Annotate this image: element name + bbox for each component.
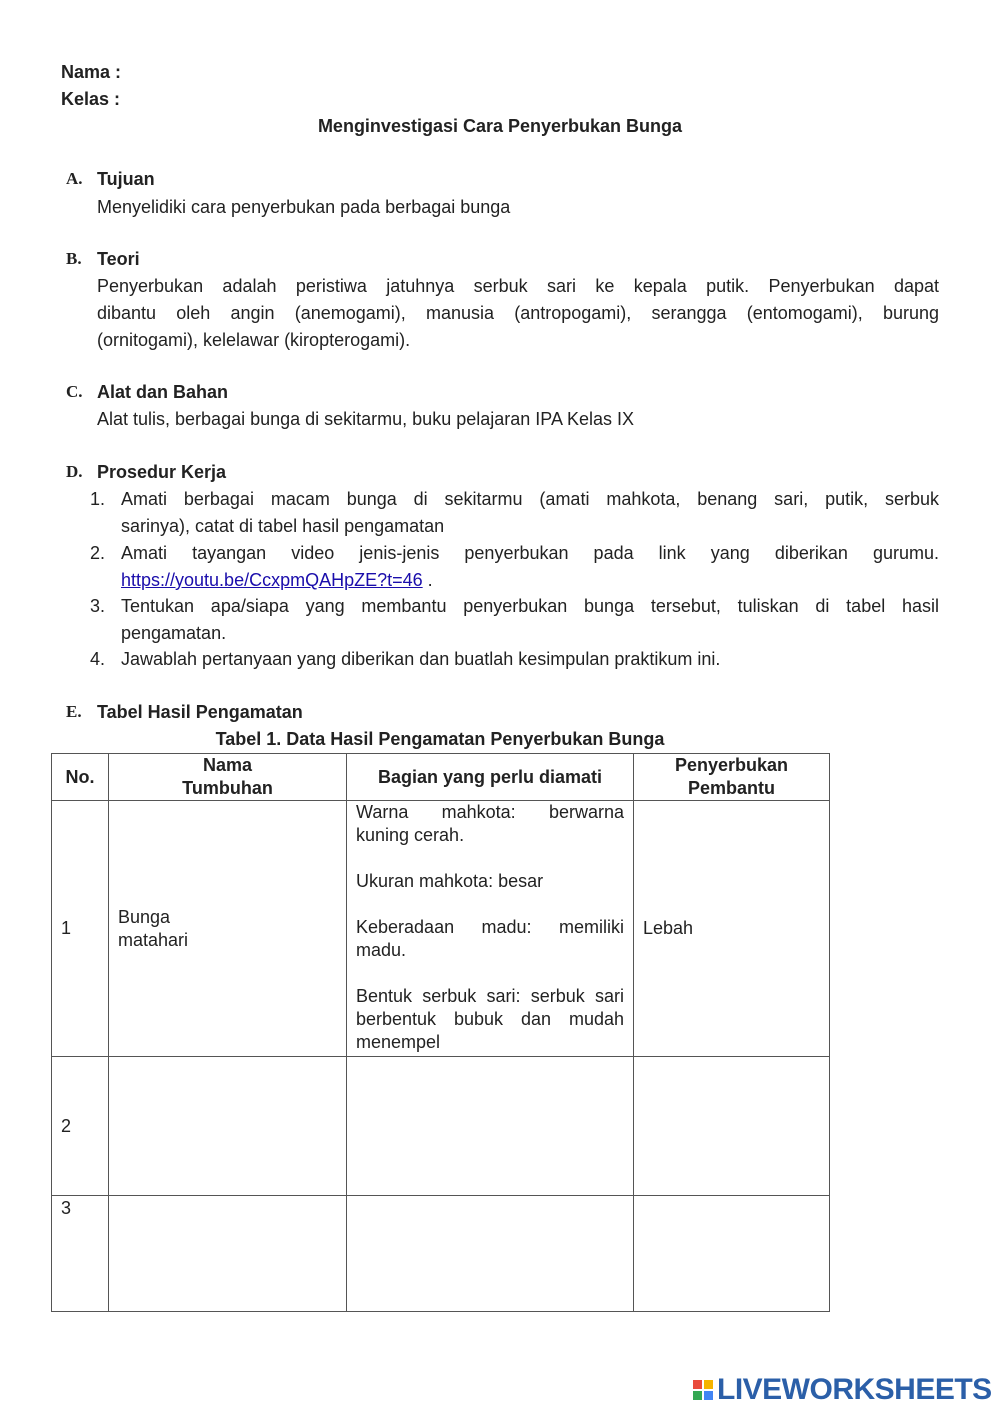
liveworksheets-logo xyxy=(693,1374,992,1406)
step-text-line-1: Amati berbagai macam bunga di sekitarmu (amati mahkota, benang sari, putik, serbuk xyxy=(121,489,939,509)
header-bagian: Bagian yang perlu diamati xyxy=(347,754,634,801)
page-title: Menginvestigasi Cara Penyerbukan Bunga xyxy=(317,116,683,136)
section-b-title: Teori xyxy=(97,249,140,269)
logo-square-yellow xyxy=(704,1380,713,1389)
bagian-serbuk: Bentuk serbuk sari: serbuk sari berbentuk bubuk dan mudah menempel xyxy=(356,986,624,1052)
cell-bagian[interactable] xyxy=(347,1196,634,1312)
table-row xyxy=(52,1057,830,1196)
step-text-line-2: sarinya), catat di tabel hasil pengamatan xyxy=(121,516,445,536)
section-e-letter: E. xyxy=(66,702,82,721)
section-c-body: Alat tulis, berbagai bunga di sekitarmu, buku pelajaran IPA Kelas IX xyxy=(97,409,634,429)
bagian-warna: Warna mahkota: berwarna kuning cerah. xyxy=(356,802,624,845)
nama-label: Nama : xyxy=(61,62,122,82)
logo-text: LIVEWORKSHEETS xyxy=(717,1373,992,1406)
logo-square-green xyxy=(693,1391,702,1400)
table-row xyxy=(52,1196,830,1312)
section-d-title: Prosedur Kerja xyxy=(97,462,227,482)
section-a-letter: A. xyxy=(66,169,83,188)
bagian-ukuran: Ukuran mahkota: besar xyxy=(356,871,544,891)
section-b-line-2: dibantu oleh angin (anemogami), manusia (antropogami), serangga (entomogami), burung xyxy=(97,303,939,323)
video-link[interactable]: https://youtu.be/CcxpmQAHpZE?t=46 xyxy=(121,570,423,590)
section-e-title: Tabel Hasil Pengamatan xyxy=(97,702,303,722)
cell-no: 2 xyxy=(52,1057,109,1196)
table-caption: Tabel 1. Data Hasil Pengamatan Penyerbukan Bunga xyxy=(215,729,665,749)
table-row xyxy=(52,801,830,1057)
header-nama-line-2: Tumbuhan xyxy=(182,778,273,798)
nama-line-2: matahari xyxy=(118,929,189,950)
step-number: 2. xyxy=(90,543,106,563)
cell-bagian[interactable] xyxy=(347,801,634,1057)
section-b-letter: B. xyxy=(66,249,82,268)
section-b-line-3: (ornitogami), kelelawar (kiropterogami). xyxy=(97,330,411,350)
bagian-madu: Keberadaan madu: memiliki madu. xyxy=(356,917,624,960)
header-nama-tumbuhan xyxy=(109,754,347,801)
logo-square-blue xyxy=(704,1391,713,1400)
section-c-letter: C. xyxy=(66,382,83,401)
step-link-suffix: . xyxy=(422,570,433,590)
cell-nama-tumbuhan[interactable] xyxy=(109,801,347,1057)
header-no: No. xyxy=(52,754,109,801)
cell-no: 1 xyxy=(52,801,109,1057)
step-text-line-1: Jawablah pertanyaan yang diberikan dan buatlah kesimpulan praktikum ini. xyxy=(121,649,721,669)
step-text-line-2: pengamatan. xyxy=(121,623,227,643)
section-a-body: Menyelidiki cara penyerbukan pada berbagai bunga xyxy=(97,197,511,217)
step-number: 1. xyxy=(90,489,106,509)
section-d-letter: D. xyxy=(66,462,83,481)
section-c-title: Alat dan Bahan xyxy=(97,382,229,402)
logo-mark-icon xyxy=(693,1380,713,1400)
cell-nama-tumbuhan[interactable] xyxy=(109,1057,347,1196)
step-link-line xyxy=(121,567,939,593)
cell-nama-tumbuhan[interactable] xyxy=(109,1196,347,1312)
step-number: 4. xyxy=(90,649,106,669)
header-penyerbukan xyxy=(634,754,830,801)
step-text-line-1: Amati tayangan video jenis-jenis penyerbukan pada link yang diberikan gurumu. xyxy=(121,543,939,563)
cell-penyerbukan[interactable] xyxy=(634,1196,830,1312)
table-header-row xyxy=(52,754,830,801)
section-a-title: Tujuan xyxy=(97,169,155,189)
header-penyerbukan-line-2: Pembantu xyxy=(687,778,775,798)
step-text-line-1: Tentukan apa/siapa yang membantu penyerbukan bunga tersebut, tuliskan di tabel hasil xyxy=(121,596,939,616)
observation-table xyxy=(51,753,830,1312)
kelas-label: Kelas : xyxy=(61,89,121,109)
logo-square-red xyxy=(693,1380,702,1389)
cell-penyerbukan[interactable]: Lebah xyxy=(634,801,830,1057)
nama-line-1: Bunga xyxy=(118,906,171,927)
section-b-line-1: Penyerbukan adalah peristiwa jatuhnya serbuk sari ke kepala putik. Penyerbukan dapat xyxy=(97,276,939,296)
cell-bagian[interactable] xyxy=(347,1057,634,1196)
header-penyerbukan-line-1: Penyerbukan xyxy=(674,755,789,775)
header-nama-line-1: Nama xyxy=(202,755,253,775)
cell-no: 3 xyxy=(52,1196,109,1312)
cell-penyerbukan[interactable] xyxy=(634,1057,830,1196)
step-number: 3. xyxy=(90,596,106,616)
